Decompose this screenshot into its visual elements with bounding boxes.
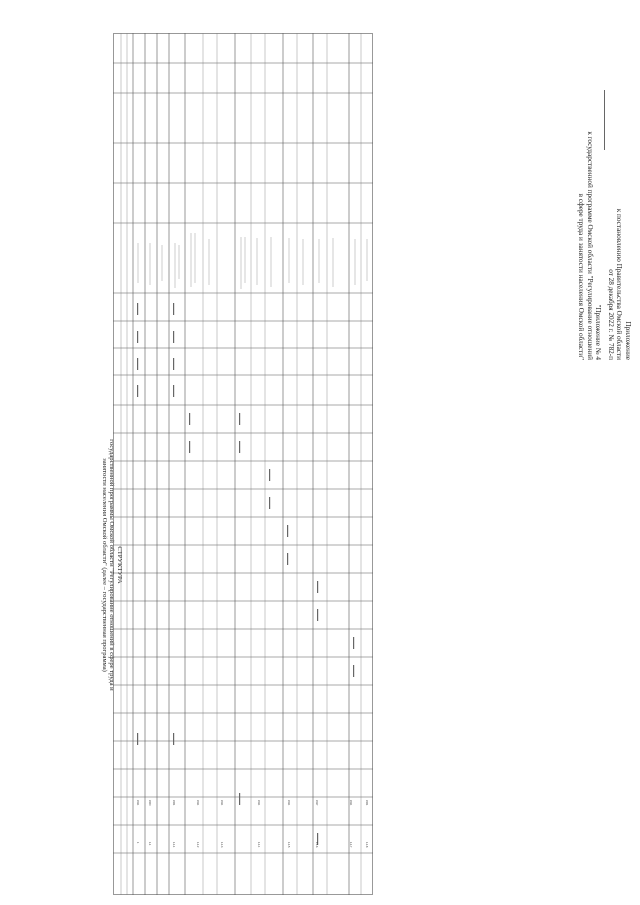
program-line-2: в сфере труда и занятости населения Омской области" [577,193,586,360]
row-label: 1.1.3 [220,842,223,848]
row-code: 2014 [287,800,290,806]
row-code: 2014 [220,800,223,806]
row-code: 2014 [136,800,139,806]
row-code: 2021 [172,800,175,806]
title-line-2: занятости населения Омской области" (далее – государственная программа) [100,458,108,672]
header-block [576,30,632,360]
row-label: 1.1.4 [257,842,260,848]
row-label: 1.1.1 [172,842,175,848]
structure-table [113,33,373,895]
row-code: 2017 [315,800,318,806]
row-label: 1.1.6 [315,842,318,848]
date-underline [604,90,605,150]
program-line-1: к государственной программе Омской области "Регулирование отношений [585,131,594,360]
row-label: 1.1.8 [365,842,368,848]
appendix-number: "Приложение № 4 [594,304,603,360]
row-code: 2014 [257,800,260,806]
row-label: 1 [136,842,139,844]
title-heading: СТРУКТУРА [116,546,123,584]
row-label: 1.1.7 [349,842,352,848]
row-code: 2014 [349,800,352,806]
row-code: 2021 [365,800,368,806]
title-line-1: государственной программы Омской области "Регулирование отношений в сфере труда и [108,439,116,691]
row-code: 2020 [148,800,151,806]
date-line: от 28 декабря 2022 г. № 782-п [606,269,615,360]
decree-line: к постановлению Правительства Омской области [615,208,624,360]
row-code: 2014 [196,800,199,806]
row-label: 1.1.2 [196,842,199,848]
row-label: 1.1 [148,842,151,846]
appendix-label: Приложение [624,321,632,360]
row-label: 1.1.5 [287,842,290,848]
